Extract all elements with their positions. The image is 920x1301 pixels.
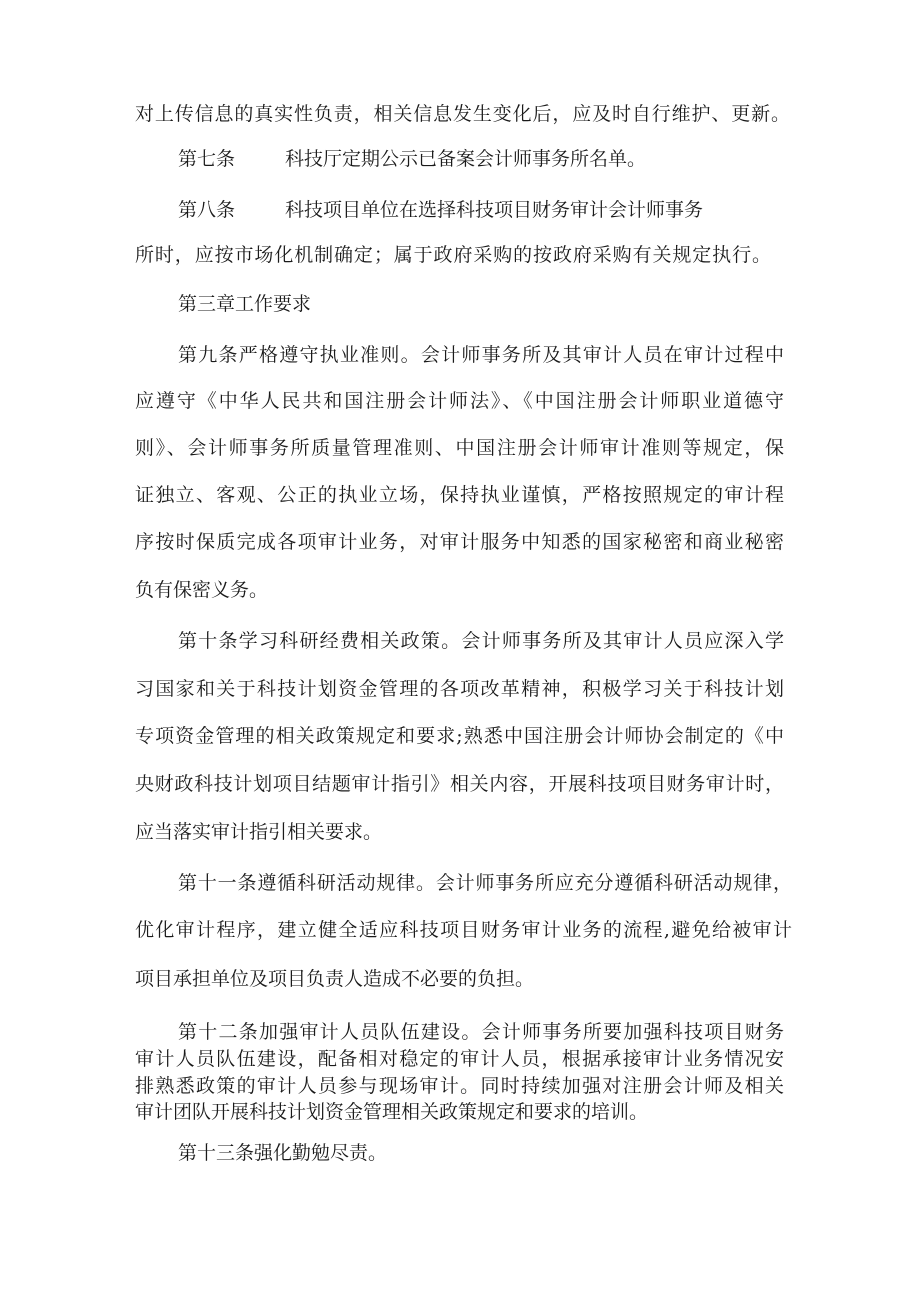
article-9-line: 应遵守《中华人民共和国注册会计师法》、《中国注册会计师职业道德守 bbox=[135, 390, 784, 412]
article-11-line: 优化审计程序，建立健全适应科技项目财务审计业务的流程,避免给被审计 bbox=[135, 919, 792, 941]
article-12-line: 排熟悉政策的审计人员参与现场审计。同时持续加强对注册会计师及相关 bbox=[135, 1075, 784, 1097]
article-8-text: 科技项目单位在选择科技项目财务审计会计师事务 bbox=[285, 199, 704, 221]
article-7-text: 科技厅定期公示已备案会计师事务所名单。 bbox=[285, 148, 647, 170]
chapter-3-title: 第三章工作要求 bbox=[178, 293, 312, 315]
paragraph-line: 对上传信息的真实性负责，相关信息发生变化后，应及时自行维护、更新。 bbox=[135, 103, 790, 125]
article-13-title: 第十三条强化勤勉尽责。 bbox=[178, 1142, 388, 1164]
article-9-line: 负有保密义务。 bbox=[135, 579, 269, 601]
article-7-label: 第七条 bbox=[178, 148, 236, 170]
article-12-line: 审计人员队伍建设，配备相对稳定的审计人员，根据承接审计业务情况安 bbox=[135, 1048, 784, 1070]
article-10-line: 应当落实审计指引相关要求。 bbox=[135, 821, 383, 843]
article-9-line: 序按时保质完成各项审计业务，对审计服务中知悉的国家秘密和商业秘密 bbox=[135, 531, 784, 553]
article-8 bbox=[178, 198, 703, 222]
article-10-line: 央财政科技计划项目结题审计指引》相关内容，开展科技项目财务审计时， bbox=[135, 773, 784, 795]
article-10-line: 专项资金管理的相关政策规定和要求;熟悉中国注册会计师协会制定的《中 bbox=[135, 725, 784, 747]
article-9-line: 第九条严格遵守执业准则。会计师事务所及其审计人员在审计过程中 bbox=[178, 344, 784, 366]
article-11-line: 项目承担单位及项目负责人造成不必要的负担。 bbox=[135, 968, 535, 990]
article-8-line2: 所时，应按市场化机制确定；属于政府采购的按政府采购有关规定执行。 bbox=[135, 244, 771, 266]
article-11-line: 第十一条遵循科研活动规律。会计师事务所应充分遵循科研活动规律， bbox=[178, 872, 792, 894]
article-12-line: 第十二条加强审计人员队伍建设。会计师事务所要加强科技项目财务 bbox=[178, 1021, 784, 1043]
article-10-line: 第十条学习科研经费相关政策。会计师事务所及其审计人员应深入学 bbox=[178, 630, 784, 652]
article-10-line: 习国家和关于科技计划资金管理的各项改革精神，积极学习关于科技计划 bbox=[135, 678, 784, 700]
article-9-line: 则》、会计师事务所质量管理准则、中国注册会计师审计准则等规定，保 bbox=[135, 437, 784, 459]
article-7 bbox=[178, 147, 646, 171]
article-9-line: 证独立、客观、公正的执业立场，保持执业谨慎，严格按照规定的审计程 bbox=[135, 484, 784, 506]
article-12-line: 审计团队开展科技计划资金管理相关政策规定和要求的培训。 bbox=[135, 1101, 649, 1123]
article-8-label: 第八条 bbox=[178, 199, 236, 221]
